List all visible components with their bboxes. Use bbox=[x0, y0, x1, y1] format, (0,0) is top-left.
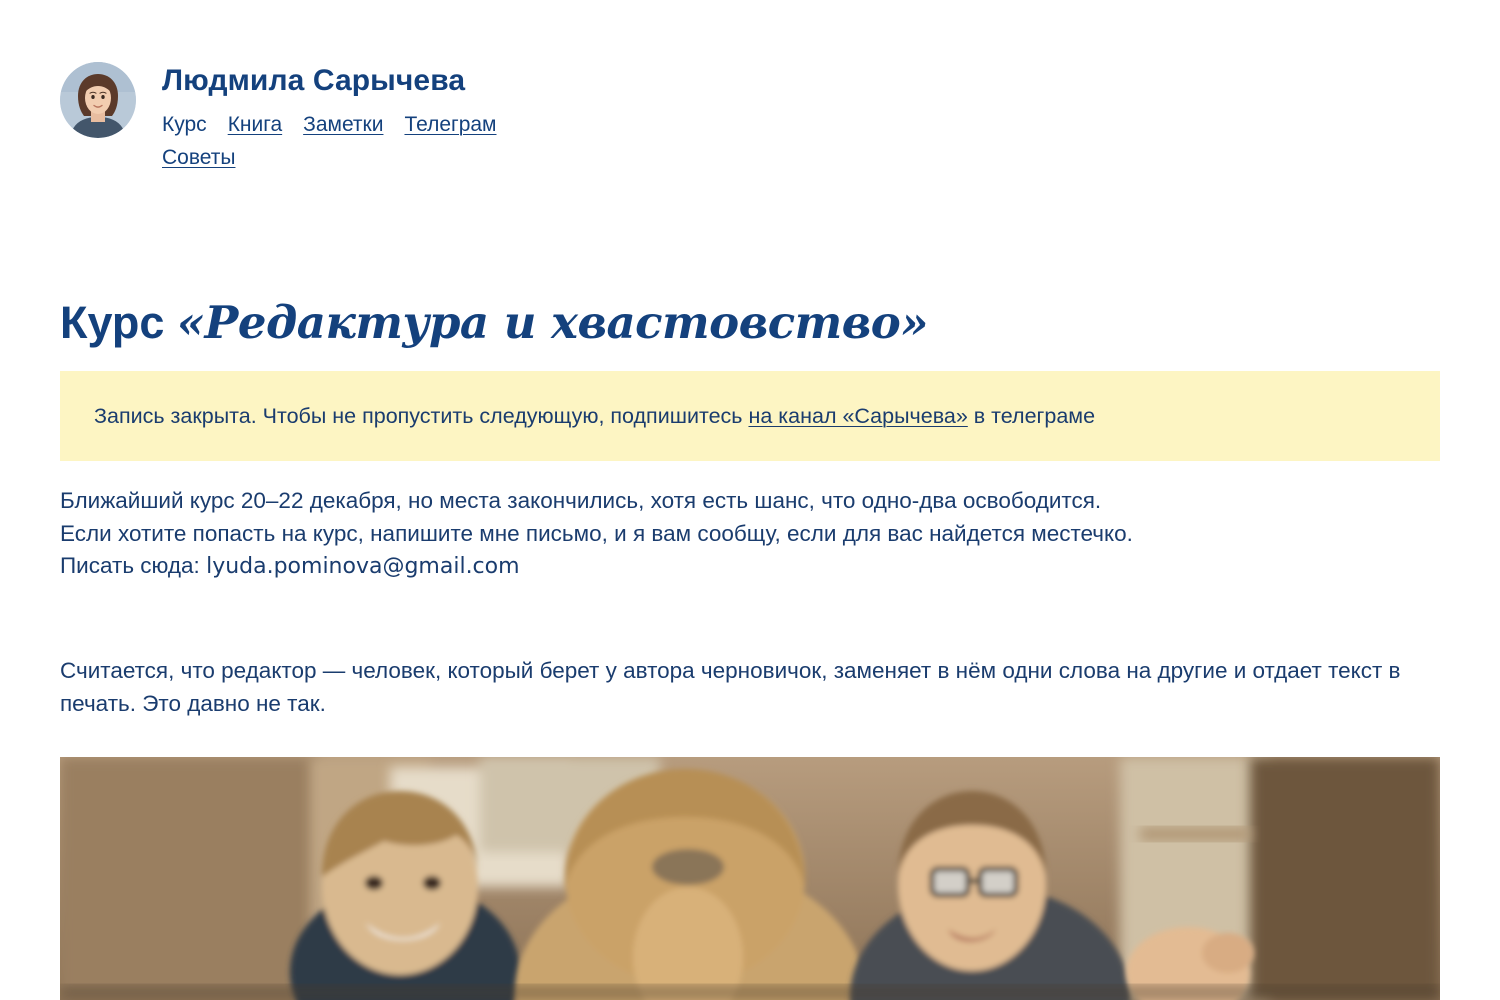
intro-line-3 bbox=[60, 550, 1430, 583]
banner-text-after: в телеграме bbox=[967, 403, 1096, 428]
course-photo bbox=[60, 757, 1440, 1000]
nav-item-course[interactable]: Курс bbox=[162, 113, 207, 136]
body-paragraph: Считается, что редактор — человек, который берет у автора черновичок, заменяет в нём одни слова на другие и отдает текст в печать. Это давно не так. bbox=[60, 658, 1401, 716]
course-heading bbox=[60, 296, 928, 349]
page-title: Людмила Сарычева bbox=[162, 64, 466, 97]
main-nav bbox=[162, 109, 518, 174]
intro-paragraph bbox=[60, 485, 1430, 583]
site-header bbox=[60, 62, 518, 174]
header-text-block bbox=[162, 62, 518, 174]
banner-text bbox=[60, 401, 1095, 431]
nav-item-notes[interactable]: Заметки bbox=[303, 113, 384, 136]
nav-item-advice[interactable]: Советы bbox=[162, 145, 236, 169]
telegram-channel-link[interactable]: на канал «Сарычева» bbox=[748, 403, 968, 428]
intro-line-1: Ближайший курс 20–22 декабря, но места закончились, хотя есть шанс, что одно-два освободится. bbox=[60, 488, 1102, 513]
contact-email[interactable]: lyuda.pominova@gmail.com bbox=[206, 554, 520, 580]
banner-text-before: Запись закрыта. Чтобы не пропустить следующую, подпишитесь bbox=[94, 403, 749, 428]
intro-line-2: Если хотите попасть на курс, напишите мне письмо, и я вам сообщу, если для вас найдется местечко. bbox=[60, 520, 1133, 546]
course-heading-italic: «Редактура и хвастовство» bbox=[176, 296, 928, 350]
course-heading-plain: Курс bbox=[60, 297, 177, 349]
registration-closed-banner bbox=[60, 371, 1440, 461]
nav-item-book[interactable]: Книга bbox=[227, 113, 283, 136]
avatar bbox=[60, 62, 136, 138]
nav-item-telegram[interactable]: Телеграм bbox=[404, 113, 497, 136]
email-label: Писать сюда: bbox=[60, 553, 207, 579]
